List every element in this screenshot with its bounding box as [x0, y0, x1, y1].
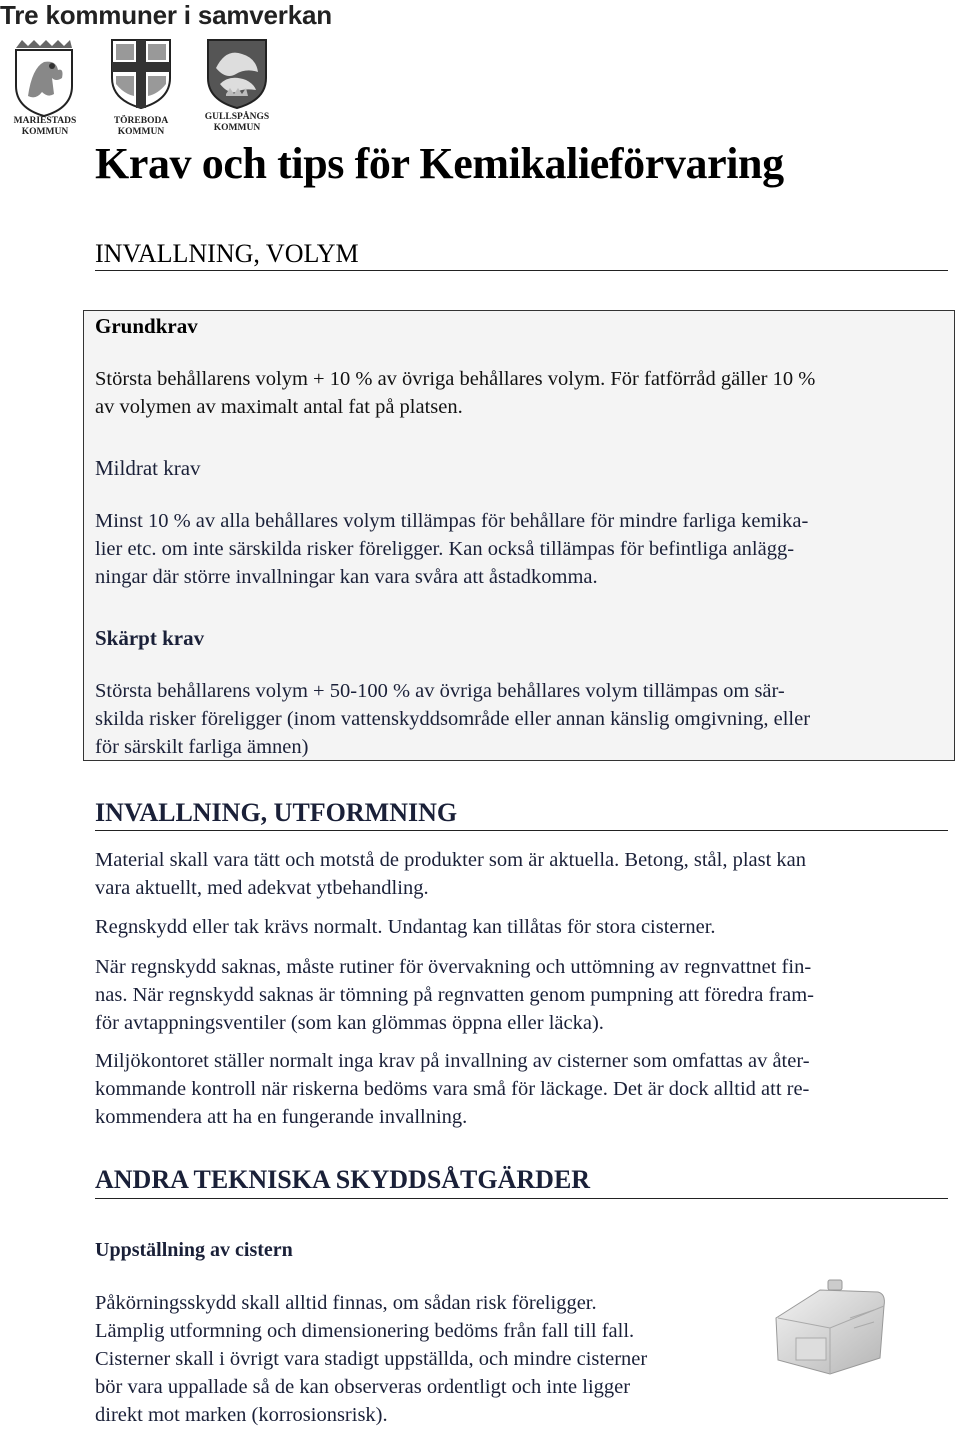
utformning-paragraph-1: Material skall vara tätt och motstå de produkter som är aktuella. Betong, stål, plast kan vara aktuellt, med adekvat ytbehandling. — [95, 849, 807, 899]
gullspang-crest-icon — [206, 38, 268, 110]
utformning-paragraph-3: När regnskydd saknas, måste rutiner för övervakning och uttömning av regnvattnet fin- nas. När regnskydd saknas är tömning på regnvatten genom pumpning att föredra fram- för avtappningsventiler (som kan glömmas öppna eller läcka). — [95, 956, 814, 1034]
section-divider — [95, 830, 948, 831]
section-title-andra-tekniska: ANDRA TEKNISKA SKYDDSÅTGÄRDER — [95, 1165, 591, 1194]
header-title: Tre kommuner i samverkan — [0, 0, 332, 30]
grundkrav-heading: Grundkrav — [95, 314, 198, 338]
utformning-paragraph-4: Miljökontoret ställer normalt inga krav på invallning av cisterner som omfattas av åter- kommande kontroll när riskerna bedöms vara små för läckage. Det är dock alltid att re- kommendera att ha en fungerande invallning. — [95, 1050, 810, 1128]
skarpt-heading: Skärpt krav — [95, 626, 205, 650]
section-title-invallning-volym: INVALLNING, VOLYM — [95, 239, 359, 268]
mariestad-label: MARIESTADS KOMMUN — [13, 116, 77, 137]
skarpt-text: Största behållarens volym + 50-100 % av övriga behållares volym tillämpas om sär- skilda risker föreligger (inom vattenskyddsområde eller annan känslig omgivning, eller för särskilt farliga ämnen) — [95, 680, 811, 758]
grundkrav-text: Största behållarens volym + 10 % av övriga behållares volym. För fatförråd gäller 10 % av volymen av maximalt antal fat på platsen. — [95, 368, 816, 418]
page-title: Krav och tips för Kemikalieförvaring — [95, 139, 784, 188]
gullspang-label: GULLSPÅNGS KOMMUN — [204, 112, 270, 133]
mildrat-heading: Mildrat krav — [95, 456, 201, 480]
cistern-image — [770, 1278, 890, 1378]
toreboda-crest-icon — [110, 38, 172, 110]
mildrat-text: Minst 10 % av alla behållares volym tillämpas för behållare för mindre farliga kemika- lier etc. om inte särskilda risker föreligger. Kan också tillämpas för befintliga anlägg- ningar där större invallningar kan vara svåra att åstadkomma. — [95, 510, 809, 588]
uppstallning-text: Påkörningsskydd skall alltid finnas, om sådan risk föreligger. Lämplig utformning och dimensionering bedöms från fall till fall. Cisterner skall i övrigt vara stadigt uppställda, och mindre cisterner bör vara uppallade så de kan observeras ordentligt och inte ligger direkt mot marken (korrosionsrisk). — [95, 1292, 648, 1426]
utformning-paragraph-2: Regnskydd eller tak krävs normalt. Undantag kan tillåtas för stora cisterner. — [95, 916, 716, 938]
section-title-invallning-utformning: INVALLNING, UTFORMNING — [95, 798, 458, 827]
mariestad-crest-icon — [12, 38, 76, 118]
uppstallning-heading: Uppställning av cistern — [95, 1239, 293, 1261]
section-divider — [95, 1198, 948, 1199]
toreboda-label: TÖREBODA KOMMUN — [113, 116, 169, 137]
section-divider — [95, 270, 948, 271]
